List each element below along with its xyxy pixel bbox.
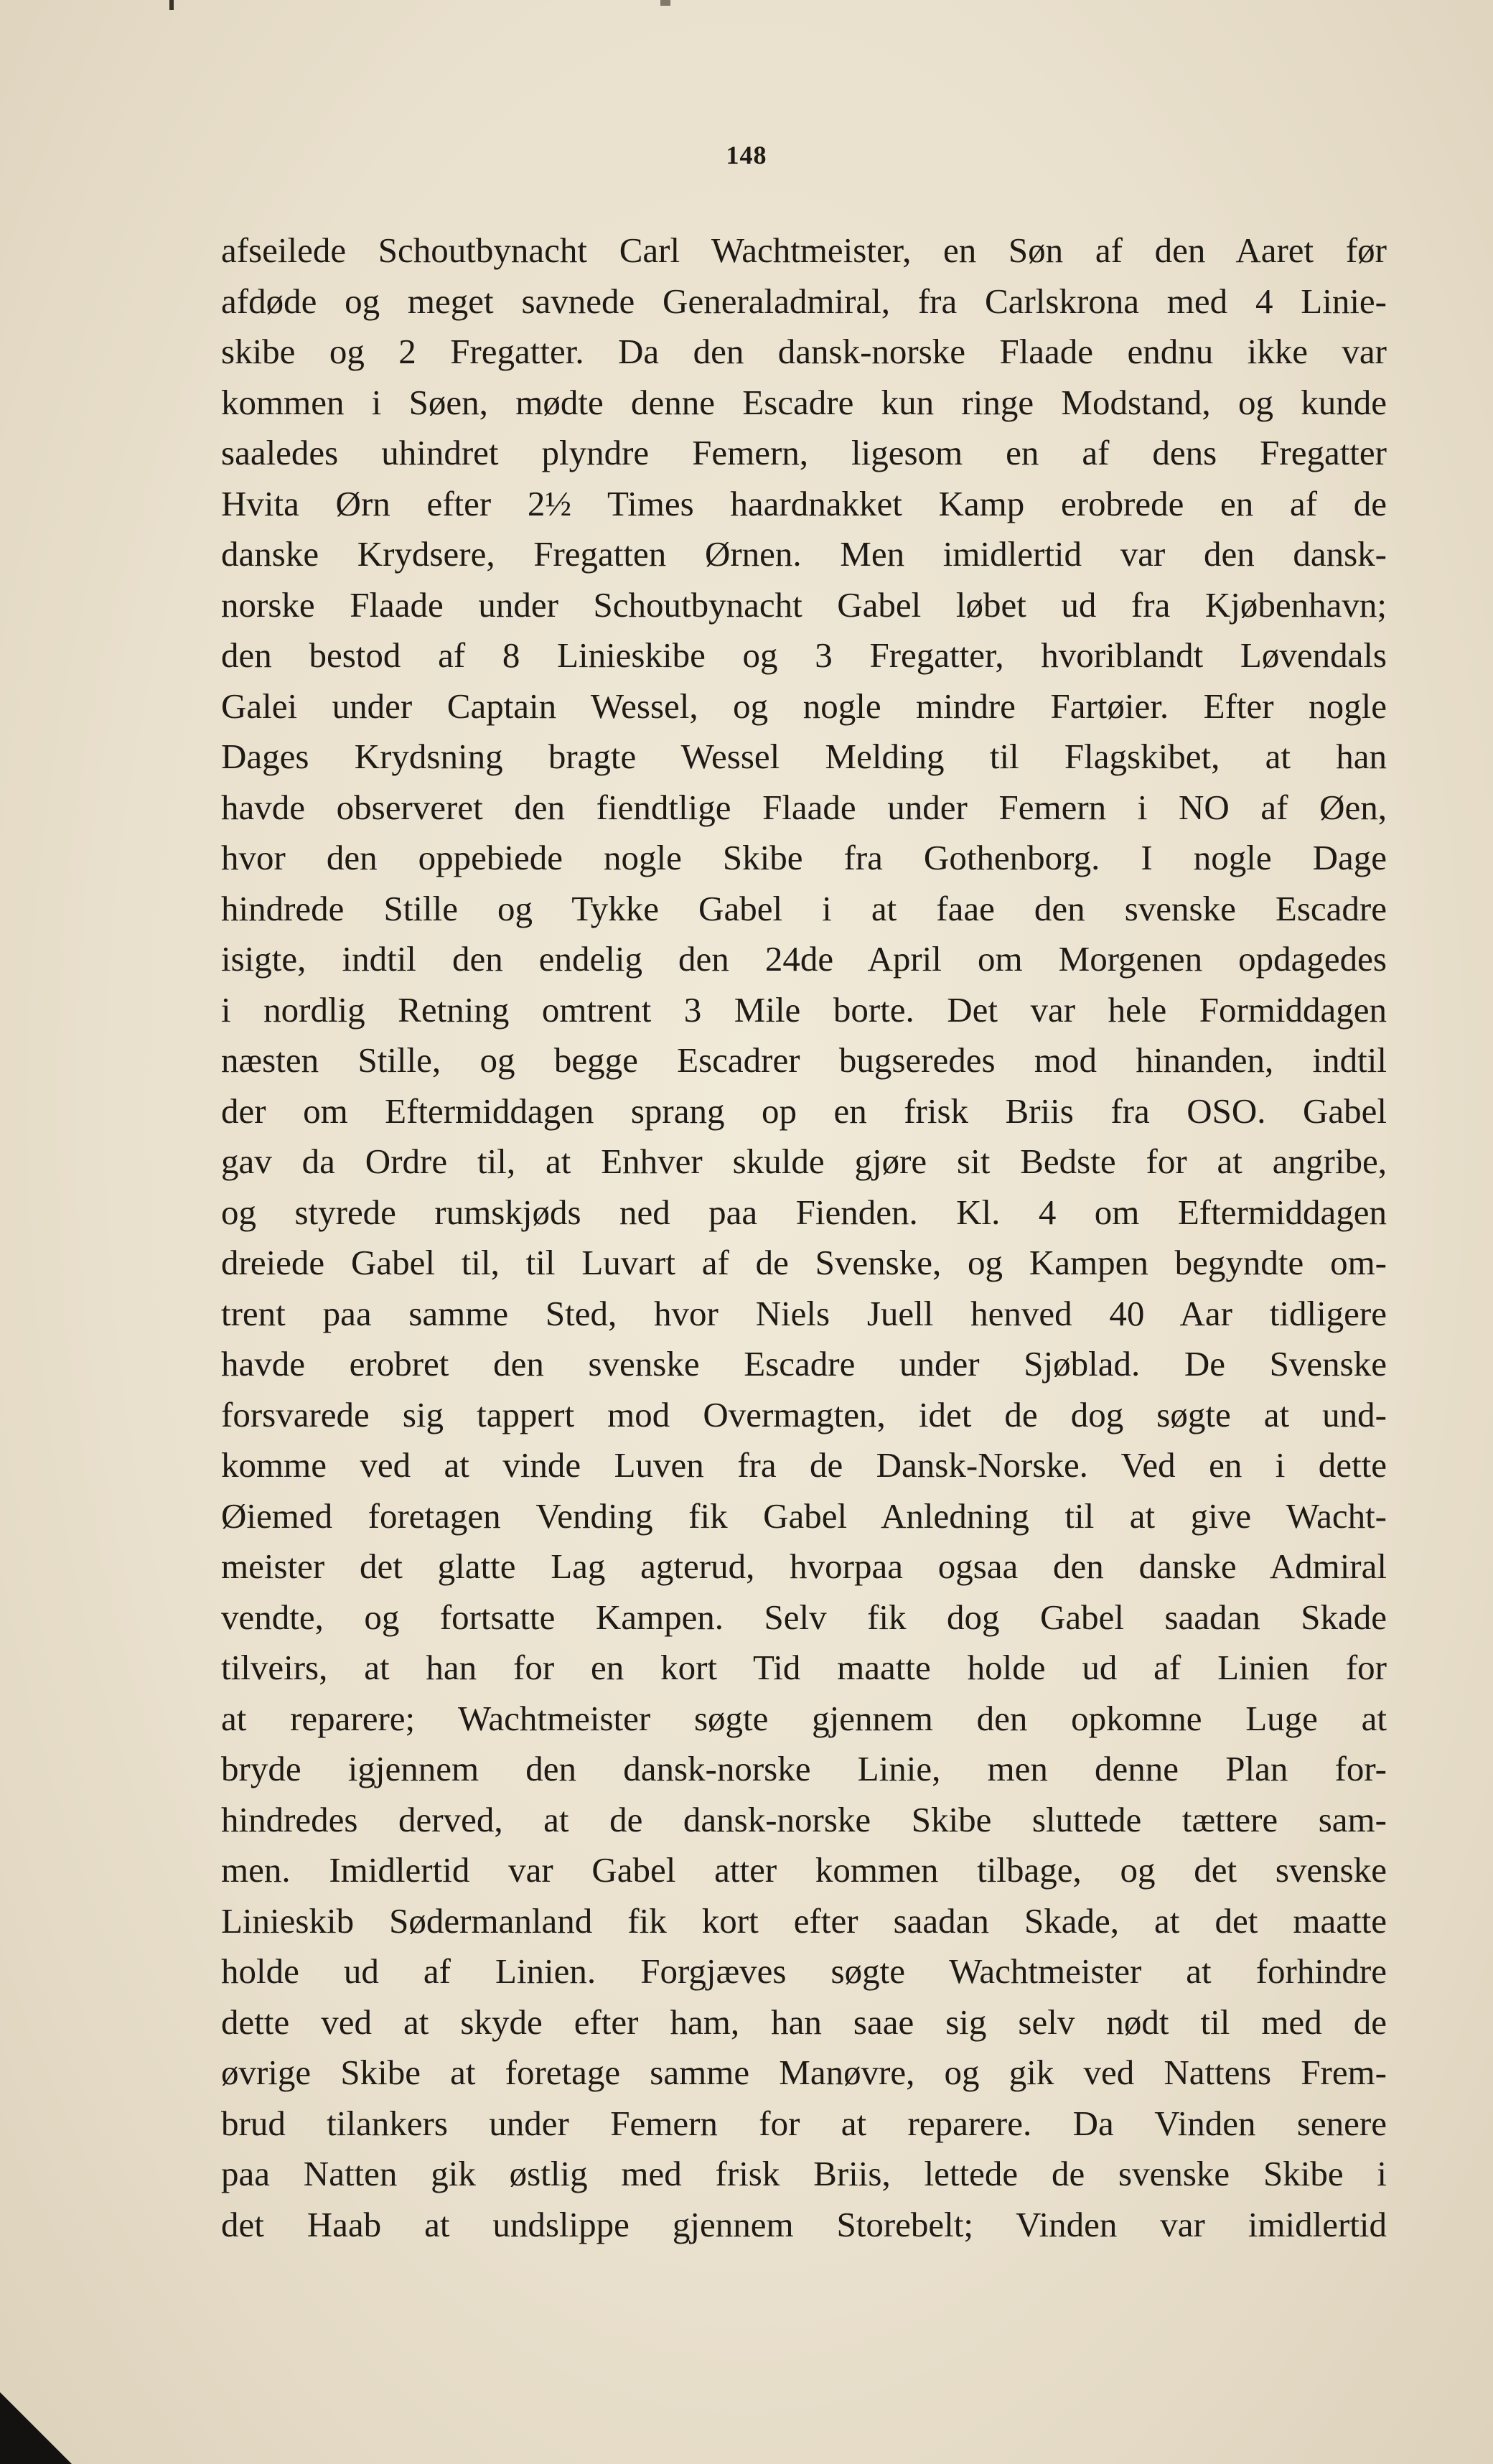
text-line: i nordlig Retning omtrent 3 Mile borte. Det var hele Formiddagen xyxy=(221,989,1387,1030)
text-line: det Haab at undslippe gjennem Storebelt; Vinden var imidlertid xyxy=(221,2204,1387,2244)
text-line: Linieskib Sødermanland fik kort efter saadan Skade, at det maatte xyxy=(221,1900,1387,1941)
text-line: hindrede Stille og Tykke Gabel i at faae den svenske Escadre xyxy=(221,888,1387,928)
text-line: skibe og 2 Fregatter. Da den dansk-norske Flaade endnu ikke var xyxy=(221,332,1387,371)
text-line: Dages Krydsning bragte Wessel Melding til Flagskibet, at han xyxy=(221,737,1387,776)
text-line: dreiede Gabel til, til Luvart af de Svenske, og Kampen begyndte om- xyxy=(221,1243,1387,1282)
text-line: bryde igjennem den dansk-norske Linie, men denne Plan for- xyxy=(221,1749,1387,1788)
text-line: afseilede Schoutbynacht Carl Wachtmeister, en Søn af den Aaret før xyxy=(221,230,1387,270)
text-line: Galei under Captain Wessel, og nogle mindre Fartøier. Efter nogle xyxy=(221,686,1387,726)
text-line: øvrige Skibe at foretage samme Manøvre, og gik ved Nattens Frem- xyxy=(221,2053,1387,2092)
page-number: 148 xyxy=(726,141,767,169)
text-line: men. Imidlertid var Gabel atter kommen tilbage, og det svenske xyxy=(221,1850,1387,1890)
text-line: komme ved at vinde Luven fra de Dansk-Norske. Ved en i dette xyxy=(221,1445,1387,1485)
text-line: næsten Stille, og begge Escadrer bugseredes mod hinanden, indtil xyxy=(221,1040,1387,1080)
text-line: saaledes uhindret plyndre Femern, ligesom en af dens Fregatter xyxy=(221,433,1387,472)
text-line: hvor den oppebiede nogle Skibe fra Gothenborg. I nogle Dage xyxy=(221,838,1387,877)
text-line: kommen i Søen, mødte denne Escadre kun ringe Modstand, og kunde xyxy=(221,382,1387,422)
page-corner-shadow xyxy=(0,2392,72,2464)
text-line: norske Flaade under Schoutbynacht Gabel løbet ud fra Kjøbenhavn; xyxy=(221,584,1387,625)
text-line: isigte, indtil den endelig den 24de April om Morgenen opdagedes xyxy=(221,939,1387,979)
text-line: hindredes derved, at de dansk-norske Skibe sluttede tættere sam- xyxy=(221,1799,1387,1839)
text-line: brud tilankers under Femern for at reparere. Da Vinden senere xyxy=(221,2103,1387,2143)
text-line: Hvita Ørn efter 2½ Times haardnakket Kamp erobrede en af de xyxy=(221,483,1387,523)
text-line: holde ud af Linien. Forgjæves søgte Wachtmeister at forhindre xyxy=(221,1951,1387,1991)
top-edge-mark xyxy=(660,0,670,6)
text-line: havde observeret den fiendtlige Flaade under Femern i NO af Øen, xyxy=(221,787,1387,827)
body-text xyxy=(221,225,1387,2250)
text-line: danske Krydsere, Fregatten Ørnen. Men imidlertid var den dansk- xyxy=(221,534,1387,574)
text-line: trent paa samme Sted, hvor Niels Juell henved 40 Aar tidligere xyxy=(221,1293,1387,1333)
text-line: der om Eftermiddagen sprang op en frisk Briis fra OSO. Gabel xyxy=(221,1091,1387,1131)
text-line: den bestod af 8 Linieskibe og 3 Fregatter, hvoriblandt Løvendals xyxy=(221,635,1387,675)
top-edge-mark xyxy=(169,0,174,10)
text-line: paa Natten gik østlig med frisk Briis, lettede de svenske Skibe i xyxy=(221,2154,1387,2193)
text-line: forsvarede sig tappert mod Overmagten, idet de dog søgte at und- xyxy=(221,1394,1387,1434)
text-line: meister det glatte Lag agterud, hvorpaa ogsaa den danske Admiral xyxy=(221,1546,1387,1586)
text-line: at reparere; Wachtmeister søgte gjennem den opkomne Luge at xyxy=(221,1698,1387,1738)
text-line: afdøde og meget savnede Generaladmiral, fra Carlskrona med 4 Linie- xyxy=(221,281,1387,321)
text-line: og styrede rumskjøds ned paa Fienden. Kl. 4 om Eftermiddagen xyxy=(221,1192,1387,1232)
text-line: dette ved at skyde efter ham, han saae sig selv nødt til med de xyxy=(221,2002,1387,2042)
text-line: gav da Ordre til, at Enhver skulde gjøre sit Bedste for at angribe, xyxy=(221,1142,1387,1181)
text-line: Øiemed foretagen Vending fik Gabel Anledning til at give Wacht- xyxy=(221,1495,1387,1536)
text-line: vendte, og fortsatte Kampen. Selv fik dog Gabel saadan Skade xyxy=(221,1597,1387,1637)
text-line: tilveirs, at han for en kort Tid maatte holde ud af Linien for xyxy=(221,1648,1387,1687)
text-line: havde erobret den svenske Escadre under Sjøblad. De Svenske xyxy=(221,1344,1387,1383)
